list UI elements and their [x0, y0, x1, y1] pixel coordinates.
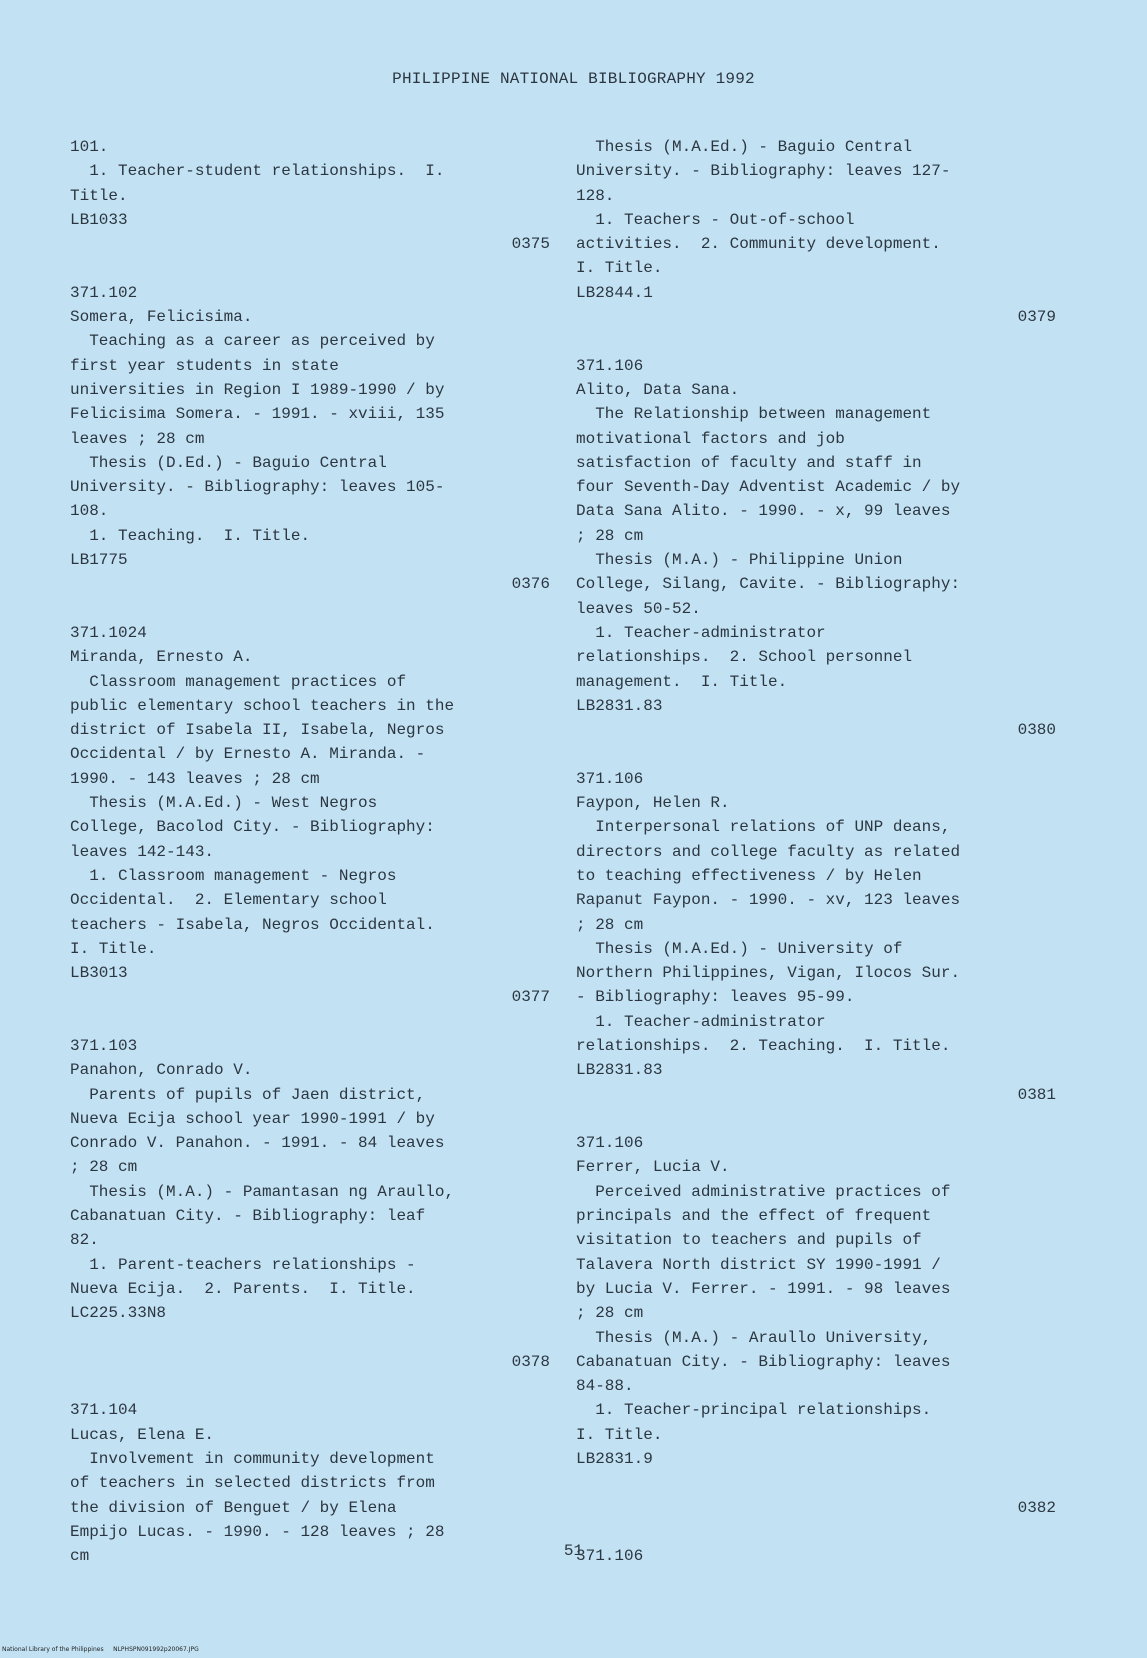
text-line: Panahon, Conrado V.	[70, 1061, 253, 1080]
text-line: management. I. Title.	[576, 672, 788, 691]
text-line: 1990. - 143 leaves ; 28 cm	[70, 769, 320, 788]
text-line: Conrado V. Panahon. - 1991. - 84 leaves	[70, 1134, 445, 1153]
right-column	[576, 135, 1056, 1569]
text-line: Somera, Felicisima.	[70, 308, 253, 327]
text-line: first year students in state	[70, 356, 339, 375]
text-line: the division of Benguet / by Elena	[70, 1498, 397, 1517]
text-line: Rapanut Faypon. - 1990. - xv, 123 leaves	[576, 891, 961, 910]
text-line: 371.104	[70, 1401, 138, 1420]
text-line: 1. Teacher-administrator	[576, 623, 826, 642]
text-line: Lucas, Elena E.	[70, 1425, 215, 1444]
text-line: Occidental. 2. Elementary school	[70, 891, 387, 910]
text-line: LB2844.1	[576, 283, 653, 302]
text-line: 1. Teacher-principal relationships.	[576, 1401, 932, 1420]
text-line: LB1033	[70, 210, 128, 229]
text-line: universities in Region I 1989-1990 / by	[70, 380, 445, 399]
text-line: Felicisima Somera. - 1991. - xviii, 135	[70, 405, 445, 424]
text-line: College, Bacolod City. - Bibliography:	[70, 818, 435, 837]
text-line: activities. 2. Community development.	[576, 235, 941, 254]
text-line: University. - Bibliography: leaves 127-	[576, 162, 951, 181]
text-line: LB1775	[70, 551, 128, 570]
text-line: LB2831.83	[576, 1061, 663, 1080]
text-line: Involvement in community development	[70, 1450, 435, 1469]
scan-footer: National Library of the Philippines NLPHSPN091992p20067.JPG	[2, 1646, 199, 1653]
text-line	[70, 1010, 550, 1034]
record-number: 0377	[511, 988, 550, 1007]
text-line: by Lucia V. Ferrer. - 1991. - 98 leaves	[576, 1279, 951, 1298]
text-line: Cabanatuan City. - Bibliography: leaves	[576, 1352, 951, 1371]
text-line: Teaching as a career as perceived by	[70, 332, 435, 351]
text-line: teachers - Isabela, Negros Occidental.	[70, 915, 435, 934]
text-line: Alito, Data Sana.	[576, 380, 740, 399]
text-line: 1. Classroom management - Negros	[70, 866, 397, 885]
text-line: 371.103	[70, 1036, 138, 1055]
text-line: 371.1024	[70, 623, 147, 642]
text-line: cm	[70, 1547, 90, 1566]
text-line: 371.106	[576, 356, 644, 375]
text-line: visitation to teachers and pupils of	[576, 1231, 922, 1250]
text-line: 371.106	[576, 1134, 644, 1153]
text-line: - Bibliography: leaves 95-99.	[576, 988, 855, 1007]
text-line: Thesis (M.A.) - Pamantasan ng Araullo,	[70, 1182, 455, 1201]
text-line: Classroom management practices of	[70, 672, 407, 691]
text-line: ; 28 cm	[576, 526, 644, 545]
text-line: The Relationship between management	[576, 405, 932, 424]
text-line: 1. Teaching. I. Title.	[70, 526, 311, 545]
text-line	[576, 1520, 1056, 1544]
text-line: Thesis (M.A.) - Philippine Union	[576, 551, 903, 570]
text-line: Northern Philippines, Vigan, Ilocos Sur.	[576, 964, 961, 983]
text-line: ; 28 cm	[576, 1304, 644, 1323]
text-line: Nueva Ecija. 2. Parents. I. Title.	[70, 1279, 416, 1298]
text-line: 101.	[70, 138, 109, 156]
text-line: Ferrer, Lucia V.	[576, 1158, 730, 1177]
text-line	[576, 1471, 1056, 1495]
text-line: ; 28 cm	[576, 915, 644, 934]
text-line: leaves ; 28 cm	[70, 429, 205, 448]
text-line: Thesis (D.Ed.) - Baguio Central	[70, 453, 387, 472]
text-line: principals and the effect of frequent	[576, 1207, 932, 1226]
text-line: 108.	[70, 502, 109, 521]
text-line: Empijo Lucas. - 1990. - 128 leaves ; 28	[70, 1522, 445, 1541]
text-line: relationships. 2. School personnel	[576, 648, 913, 667]
record-number: 0379	[1017, 308, 1056, 327]
text-line: Miranda, Ernesto A.	[70, 648, 253, 667]
text-line: 1. Teacher-administrator	[576, 1012, 826, 1031]
page-header: PHILIPPINE NATIONAL BIBLIOGRAPHY 1992	[392, 70, 755, 88]
record-number: 0376	[511, 575, 550, 594]
text-line: leaves 50-52.	[576, 599, 701, 618]
text-line: 82.	[70, 1231, 99, 1250]
record-number: 0381	[1017, 1085, 1056, 1104]
text-line: Occidental / by Ernesto A. Miranda. -	[70, 745, 426, 764]
text-line: public elementary school teachers in the	[70, 696, 455, 715]
text-line: Thesis (M.A.Ed.) - University of	[576, 939, 903, 958]
text-line: LC225.33N8	[70, 1304, 167, 1323]
page-number: 51	[563, 1542, 584, 1560]
text-line: Faypon, Helen R.	[576, 794, 730, 813]
text-line: of teachers in selected districts from	[70, 1474, 435, 1493]
text-line: 128.	[576, 186, 615, 205]
text-line: Title.	[70, 186, 128, 205]
record-number: 0375	[511, 235, 550, 254]
text-line: satisfaction of faculty and staff in	[576, 453, 922, 472]
text-line	[70, 256, 550, 280]
text-line: Interpersonal relations of UNP deans,	[576, 818, 951, 837]
text-line: University. - Bibliography: leaves 105-	[70, 478, 445, 497]
text-line: Thesis (M.A.) - Araullo University,	[576, 1328, 932, 1347]
text-line: directors and college faculty as related	[576, 842, 961, 861]
text-line: motivational factors and job	[576, 429, 845, 448]
text-line: 1. Teachers - Out-of-school	[576, 210, 855, 229]
text-line	[70, 597, 550, 621]
text-line: LB2831.83	[576, 696, 663, 715]
left-column	[70, 135, 550, 1569]
record-number: 0378	[511, 1352, 550, 1371]
text-line: 371.106	[576, 1547, 644, 1566]
text-line: four Seventh-Day Adventist Academic / by	[576, 478, 961, 497]
text-line: leaves 142-143.	[70, 842, 215, 861]
record-number: 0382	[1017, 1498, 1056, 1517]
text-line: Parents of pupils of Jaen district,	[70, 1085, 426, 1104]
text-line: I. Title.	[576, 259, 663, 278]
text-line	[576, 329, 1056, 353]
text-line: Perceived administrative practices of	[576, 1182, 951, 1201]
text-line: Nueva Ecija school year 1990-1991 / by	[70, 1109, 435, 1128]
text-line: 371.106	[576, 769, 644, 788]
text-line: 84-88.	[576, 1377, 634, 1396]
text-line: 1. Teacher-student relationships. I.	[70, 162, 445, 181]
text-line: LB3013	[70, 964, 128, 983]
text-line: 371.102	[70, 283, 138, 302]
text-line	[576, 742, 1056, 766]
text-line: relationships. 2. Teaching. I. Title.	[576, 1036, 951, 1055]
text-line: Data Sana Alito. - 1990. - x, 99 leaves	[576, 502, 951, 521]
text-line: Thesis (M.A.Ed.) - West Negros	[70, 794, 378, 813]
text-line	[70, 1326, 550, 1350]
text-line: LB2831.9	[576, 1450, 653, 1469]
text-line: Cabanatuan City. - Bibliography: leaf	[70, 1207, 426, 1226]
text-line: Talavera North district SY 1990-1991 /	[576, 1255, 941, 1274]
text-line: to teaching effectiveness / by Helen	[576, 866, 922, 885]
text-line: ; 28 cm	[70, 1158, 138, 1177]
record-number: 0380	[1017, 721, 1056, 740]
text-line: district of Isabela II, Isabela, Negros	[70, 721, 445, 740]
text-line	[70, 1374, 550, 1398]
text-line: 1. Parent-teachers relationships -	[70, 1255, 416, 1274]
text-line: I. Title.	[70, 939, 157, 958]
text-line: Thesis (M.A.Ed.) - Baguio Central	[576, 138, 913, 156]
text-line	[576, 1107, 1056, 1131]
text-line: College, Silang, Cavite. - Bibliography:	[576, 575, 961, 594]
text-line: I. Title.	[576, 1425, 663, 1444]
